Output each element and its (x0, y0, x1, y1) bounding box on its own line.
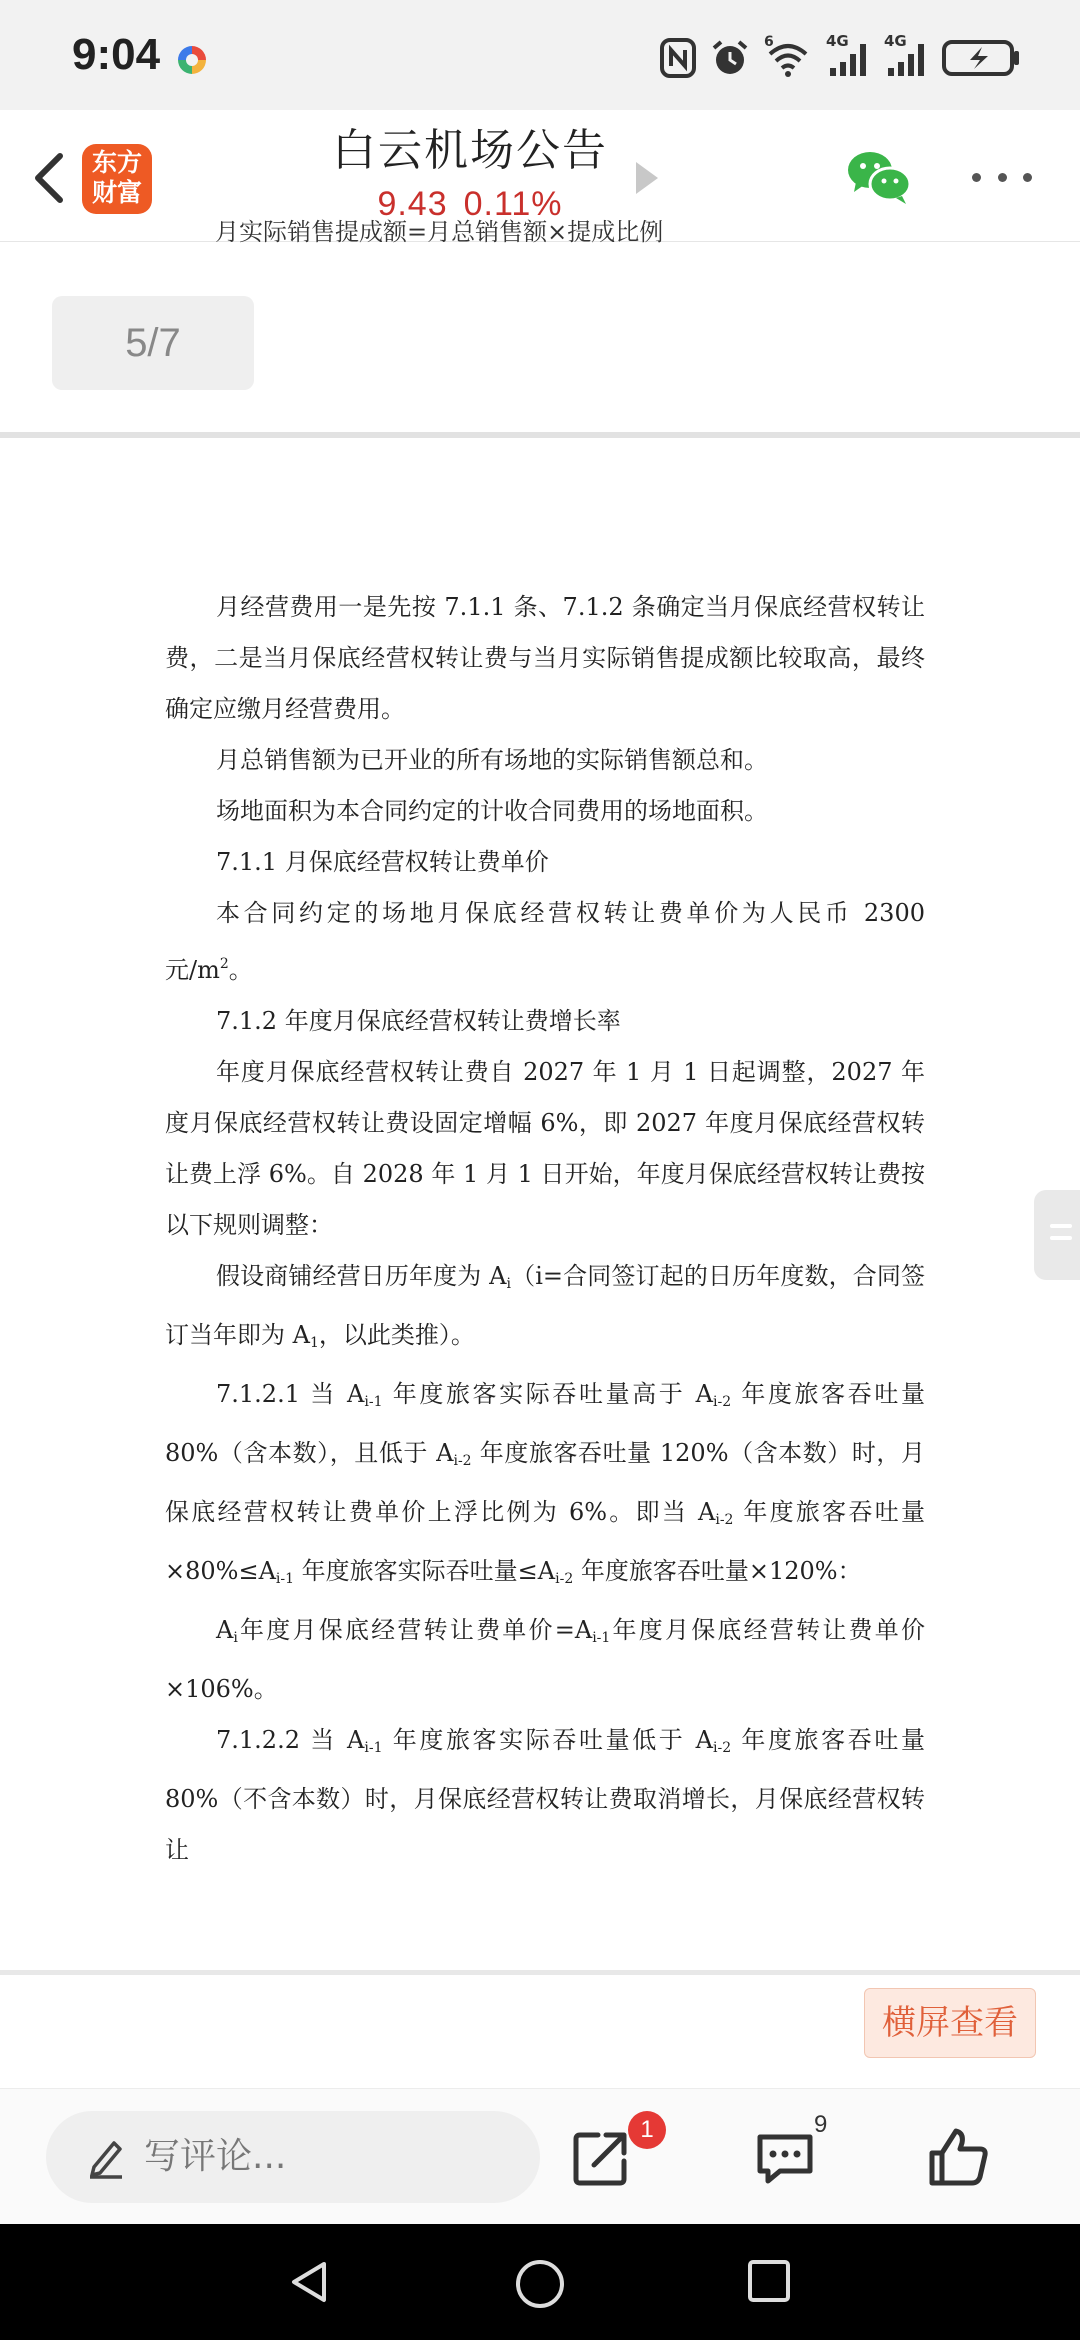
logo-line-2: 财富 (91, 178, 142, 207)
page-indicator: 5/7 (52, 296, 254, 390)
paragraph: 本合同约定的场地月保底经营权转让费单价为人民币 2300 元$/m^2$。 (165, 899, 925, 984)
document-page (165, 582, 925, 1876)
nav-home-icon[interactable] (514, 2258, 566, 2310)
wechat-icon[interactable] (846, 148, 912, 206)
signal-2-label: 4G (884, 32, 907, 50)
status-bar (0, 0, 1080, 110)
nfc-icon (660, 38, 696, 78)
stock-price: 9.43 (377, 185, 448, 223)
app-logo[interactable] (82, 144, 152, 214)
side-drawer-handle[interactable] (1034, 1190, 1080, 1280)
wifi-icon (764, 34, 812, 78)
notification-app-icon (178, 46, 206, 74)
wifi-label: 6 (764, 34, 774, 50)
share-icon[interactable] (572, 2129, 630, 2187)
caret-right-icon[interactable] (636, 162, 658, 194)
logo-line-1: 东方 (91, 148, 142, 177)
comment-placeholder: 写评论... (144, 2136, 287, 2177)
comment-count: 9 (814, 2111, 828, 2138)
system-nav-bar (0, 2224, 1080, 2340)
nav-recents-icon[interactable] (746, 2258, 792, 2304)
paragraph: 月总销售额为已开业的所有场地的实际销售额总和。 (216, 746, 768, 774)
back-chevron-icon[interactable] (20, 146, 80, 210)
stock-change: 0.11% (463, 185, 563, 223)
paragraph: 7.1.2.2 当 $A_{i-1}$ 年度旅客实际吞吐量低于 $A_{i-2}$ 年度旅客吞吐量 80%（不含本数）时，月保底经营权转让费取消增长，月保底经营权转让 (165, 1726, 925, 1864)
more-dots-icon[interactable] (972, 162, 1032, 192)
divider (0, 1970, 1080, 1975)
landscape-view-button[interactable]: 横屏查看 (864, 1988, 1036, 2058)
paragraph: 7.1.2.1 当 $A_{i-1}$ 年度旅客实际吞吐量高于 $A_{i-2}$ 年度旅客吞吐量 80%（含本数），且低于 $A_{i-2}$ 年度旅客吞吐量 120%（含本数）时，月保底经营权转让费单价上浮比例为 6%。即当 $A_{i-2}$ 年度旅客吞吐量$\times 80\%\le A_{i-1}$ 年度旅客实际吞吐量$\le A_{i-2}$ 年度旅客吞吐量×120%： (165, 1380, 925, 1587)
section-heading: 7.1.2 年度月保底经营权转让费增长率 (216, 1007, 621, 1035)
comment-bar (0, 2088, 1080, 2224)
nav-back-icon[interactable] (286, 2258, 334, 2306)
previous-page-tail: 月实际销售提成额=月总销售额×提成比例 (215, 218, 664, 246)
signal-2-icon (884, 32, 928, 78)
comment-input[interactable] (46, 2111, 540, 2203)
page-separator (0, 432, 1080, 438)
paragraph: 场地面积为本合同约定的计收合同费用的场地面积。 (216, 797, 768, 825)
paragraph: 假设商铺经营日历年度为 $A_i(i=$合同签订起的日历年度数，合同签订当年即为 $A_1$，以此类推）。 (165, 1262, 925, 1351)
signal-1-label: 4G (826, 32, 849, 50)
share-badge: 1 (628, 2111, 666, 2149)
paragraph: 年度月保底经营权转让费自 2027 年 1 月 1 日起调整，2027 年度月保底经营权转让费设固定增幅 6%，即 2027 年度月保底经营权转让费上浮 6%。自 2028 年 1 月 1 日开始，年度月保底经营权转让费按以下规则调整： (165, 1058, 925, 1239)
battery-charging-icon (942, 38, 1020, 78)
pen-icon (86, 2135, 126, 2179)
signal-1-icon (826, 32, 870, 78)
paragraph: $A_i$年度月保底经营转让费单价$=A_{i-1}$年度月保底经营转让费单价×106%。 (165, 1616, 925, 1703)
page-title: 白云机场公告 (332, 125, 608, 176)
section-heading: 7.1.1 月保底经营权转让费单价 (216, 848, 549, 876)
thumbs-up-icon[interactable] (928, 2127, 990, 2187)
document-viewer[interactable] (0, 218, 1080, 1972)
comment-icon[interactable] (754, 2131, 816, 2187)
alarm-icon (710, 38, 750, 78)
status-time: 9:04 (72, 30, 161, 79)
stock-title-block[interactable] (300, 120, 640, 226)
paragraph: 月经营费用一是先按 7.1.1 条、7.1.2 条确定当月保底经营权转让费，二是当月保底经营权转让费与当月实际销售提成额比较取高，最终确定应缴月经营费用。 (165, 593, 925, 723)
status-icons (660, 32, 1020, 80)
